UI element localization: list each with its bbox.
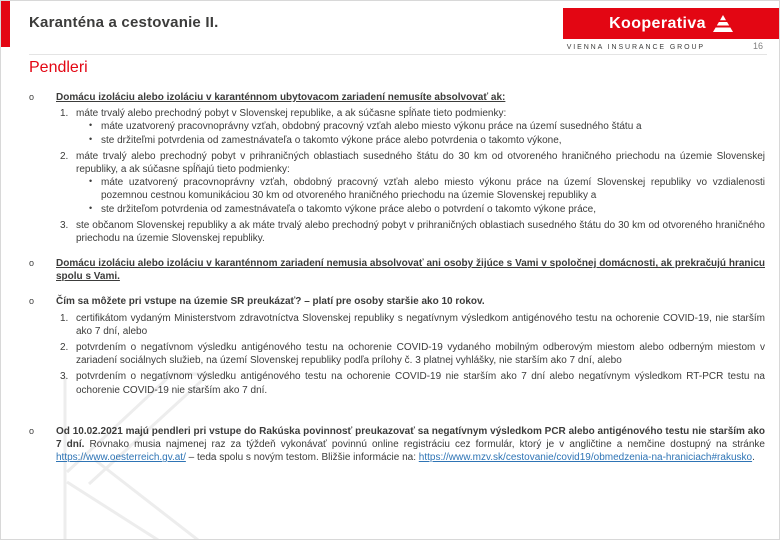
sub-bullet-marker: • bbox=[89, 202, 93, 213]
section-4-text: . bbox=[752, 452, 755, 464]
item-number: 3. bbox=[60, 371, 69, 383]
mzv-link[interactable]: https://www.mzv.sk/cestovanie/covid19/obmedzenia-na-hraniciach#rakusko bbox=[418, 452, 753, 464]
numbered-item-2 bbox=[56, 341, 765, 367]
numbered-item-3 bbox=[56, 370, 765, 396]
section-4-text: – teda spolu s novým testom. Bližšie informácie na: bbox=[185, 452, 419, 464]
item-text: potvrdením o negatívnom výsledku antigénového testu na ochorenie COVID-19 nie starším ako 7 dní alebo negatívnym výsledkom RT-PCR testu na ochorenie COVID-19 nie starším ako 7 dní. bbox=[76, 371, 765, 396]
bullet-section-quarantine-exemption bbox=[29, 91, 765, 245]
vienna-insurance-group-label: VIENNA INSURANCE GROUP bbox=[566, 44, 705, 51]
numbered-item-3 bbox=[56, 219, 765, 245]
item-number: 1. bbox=[60, 312, 69, 324]
section-4-bold-lead: Od 10.02.2021 majú pendleri pri vstupe do Rakúska povinnosť preukazovať sa negatívnym výsledkom PCR alebo antigénového testu nie starším ako 7 dní. bbox=[56, 425, 765, 450]
kooperativa-logo bbox=[563, 8, 779, 39]
item-number: 3. bbox=[60, 219, 69, 231]
section-4-paragraph bbox=[56, 425, 765, 465]
slide-title: Karanténa a cestovanie II. bbox=[29, 14, 219, 31]
bullet-marker: o bbox=[29, 92, 35, 102]
page-number: 16 bbox=[752, 41, 763, 51]
bullet-marker: o bbox=[29, 296, 35, 307]
item-number: 1. bbox=[60, 108, 69, 120]
sub-bullet-text: máte uzatvorený pracovnoprávny vzťah, obdobný pracovný vzťah alebo miesto výkonu práce na území susedného štátu a bbox=[101, 121, 642, 133]
bullet-section-proof-of-entry bbox=[29, 295, 765, 396]
section-1-heading: Domácu izoláciu alebo izoláciu v karanténnom ubytovacom zariadení nemusíte absolvovať ak: bbox=[56, 92, 506, 103]
sub-bullet-text: ste držiteľmi potvrdenia od zamestnávateľa o takomto výkone práce alebo potvrdenia o takomto výkone, bbox=[101, 134, 562, 146]
sub-bullet-text: ste držiteľom potvrdenia od zamestnávateľa o takomto výkone práce alebo o potvrdení o takomto výkone práce, bbox=[101, 203, 596, 215]
item-number: 2. bbox=[60, 150, 69, 162]
oesterreich-link[interactable]: https://www.oesterreich.gv.at/ bbox=[56, 452, 186, 464]
item-text: máte trvalý alebo prechodný pobyt v prihraničných oblastiach susedného štátu do 30 km od otvoreného hraničného priechodu na územie Slovenskej republiky, a ak súčasne spĺňajú tieto podmienky: bbox=[76, 150, 765, 175]
kooperativa-wordmark: Kooperativa bbox=[609, 14, 706, 32]
sub-bullet bbox=[76, 120, 765, 133]
numbered-item-1 bbox=[56, 107, 765, 147]
section-3-heading: Čím sa môžete pri vstupe na územie SR preukázať? – platí pre osoby staršie ako 10 rokov. bbox=[56, 296, 485, 308]
item-text: potvrdením o negatívnom výsledku antigénového testu na ochorenie COVID-19 vydaného mobilným odberovým miestom alebo odberným miestom v zariadení sociálnych služieb, na území Slovenskej republiky podľa prílohy č. 3 platnej vyhlášky, nie starším ako 7 dní, alebo bbox=[76, 342, 765, 367]
bullet-marker: o bbox=[29, 258, 35, 269]
slide-content bbox=[29, 91, 765, 476]
numbered-item-1 bbox=[56, 312, 765, 338]
item-text: máte trvalý alebo prechodný pobyt v Slovenskej republike, a ak súčasne spĺňate tieto podmienky: bbox=[76, 108, 507, 120]
sub-bullet-marker: • bbox=[89, 176, 93, 187]
header-divider bbox=[29, 54, 767, 55]
bullet-marker: o bbox=[29, 425, 35, 436]
item-text: ste občanom Slovenskej republiky a ak máte trvalý alebo prechodný pobyt v prihraničných oblastiach susedného štátu do 30 km od otvoreného hraničného priechodu na územie Slovenskej republiky. bbox=[76, 219, 765, 244]
header-red-accent bbox=[1, 1, 10, 47]
sub-bullet bbox=[76, 134, 765, 147]
sub-bullet-marker: • bbox=[89, 133, 93, 144]
item-number: 2. bbox=[60, 342, 69, 353]
sub-bullet-text: máte uzatvorený pracovnoprávny vzťah, obdobný pracovný vzťah alebo miesto výkonu práce na území Slovenskej republiky vo vzdialenosti pozemnou cestnou komunikáciou 30 km od otvoreného hraničného priechodu na územie Slovenskej republiky a bbox=[101, 177, 765, 202]
numbered-item-2 bbox=[56, 150, 765, 216]
bullet-section-austria-rules bbox=[29, 425, 765, 465]
section-2-heading: Domácu izoláciu alebo izoláciu v karanténnom zariadení nemusia absolvovať ani osoby žijúce s Vami v spoločnej domácnosti, ak prekračujú hranicu spolu s Vami. bbox=[56, 258, 765, 283]
sub-bullet-marker: • bbox=[89, 120, 93, 131]
section-4-text: Rovnako musia najmenej raz za týždeň vykonávať povinnú online registráciu cez formulár, ktorý je v angličtine a nemčine dostupný na stránke bbox=[84, 438, 765, 450]
sub-bullet bbox=[76, 176, 765, 202]
slide-subtitle: Pendleri bbox=[29, 59, 88, 76]
item-text: certifikátom vydaným Ministerstvom zdravotníctva Slovenskej republiky s negatívnym výsledkom antigénového testu na ochorenie COVID-19, nie starším ako 7 dní, alebo bbox=[76, 312, 765, 337]
sub-bullet bbox=[76, 203, 765, 216]
bullet-section-household-members bbox=[29, 257, 765, 283]
kooperativa-triangle-icon bbox=[713, 15, 733, 32]
